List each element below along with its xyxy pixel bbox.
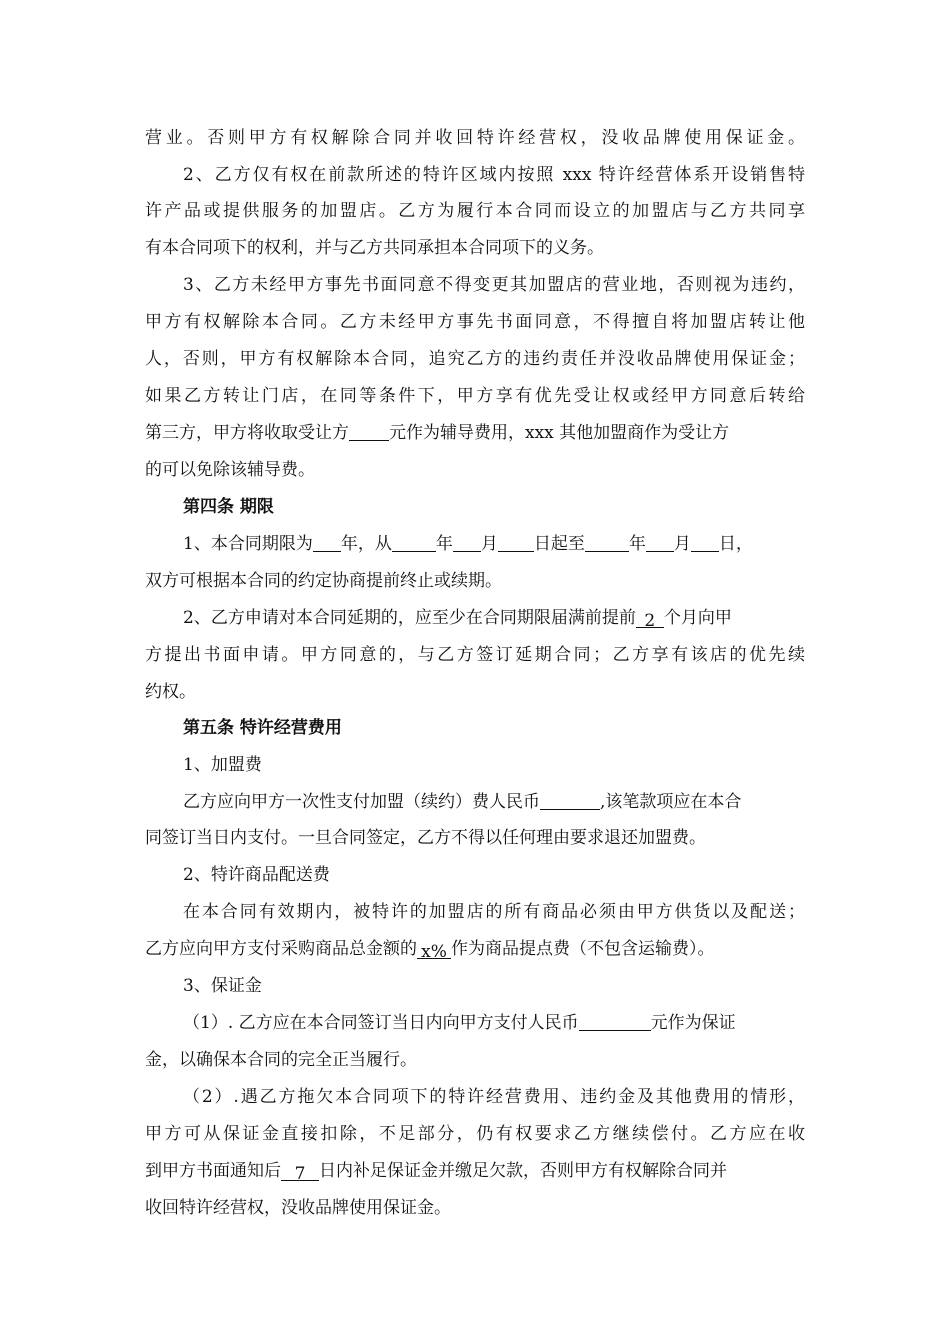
- fill-in-blank: [579, 1012, 651, 1031]
- clause-3-line-2: 甲方有权解除本合同。乙方未经甲方事先书面同意，不得擅自将加盟店转让他: [145, 312, 805, 332]
- filled-blank: 2: [636, 609, 664, 628]
- term-line-1: [183, 532, 753, 556]
- deposit-2-line-1: （2）.遇乙方拖欠本合同项下的特许经营费用、违约金及其他费用的情形，: [183, 1087, 805, 1107]
- deposit-1-line-1: [183, 1011, 736, 1035]
- deposit-2-line-3: [145, 1159, 727, 1183]
- text-segment: 到甲方书面通知后: [145, 1161, 281, 1181]
- clause-3-line-6: 的可以免除该辅导费。: [145, 460, 315, 480]
- clause-3-line-5: [145, 421, 729, 445]
- subheading-delivery-fee: 2、特许商品配送费: [183, 865, 330, 885]
- text-segment: 年: [435, 534, 453, 554]
- fill-in-blank: [646, 533, 674, 552]
- text-segment: 1、本合同期限为: [183, 534, 313, 554]
- article-4-heading: 第四条 期限: [183, 497, 274, 517]
- term-line-2: 双方可根据本合同的约定协商提前终止或续期。: [145, 571, 502, 591]
- text-segment: 日内补足保证金并缴足欠款，否则甲方有权解除合同并: [319, 1161, 727, 1181]
- clause-2-line-2: 许产品或提供服务的加盟店。乙方为履行本合同而设立的加盟店与乙方共同享: [145, 201, 805, 221]
- extension-line-2: 方提出书面申请。甲方同意的，与乙方签订延期合同；乙方享有该店的优先续: [145, 645, 805, 665]
- fill-in-blank: [540, 791, 600, 810]
- deposit-1-line-2: 金，以确保本合同的完全正当履行。: [145, 1050, 417, 1070]
- filled-blank: x%: [417, 940, 451, 959]
- delivery-line-1: 在本合同有效期内，被特许的加盟店的所有商品必须由甲方供货以及配送；: [183, 902, 805, 922]
- text-segment: 月: [673, 534, 691, 554]
- text-segment: （1）. 乙方应在本合同签订当日内向甲方支付人民币: [183, 1013, 579, 1033]
- fill-in-blank: [313, 533, 341, 552]
- text-segment: 年，从: [340, 534, 392, 554]
- text-segment: 日，: [718, 534, 753, 554]
- text-segment: ,该笔款项应在本合: [600, 792, 742, 812]
- text-segment: 乙方应向甲方一次性支付加盟（续约）费人民币: [183, 792, 540, 812]
- fill-in-blank: [691, 533, 719, 552]
- text-segment: 作为商品提点费（不包含运输费）。: [451, 939, 715, 959]
- fill-in-blank: [498, 533, 534, 552]
- fill-in-blank: [453, 533, 481, 552]
- text-segment: 年: [628, 534, 646, 554]
- text-segment: 日起至: [533, 534, 585, 554]
- text-segment: 元作为保证: [650, 1013, 736, 1033]
- fill-in-blank: [585, 533, 629, 552]
- paragraph-line: 营业。否则甲方有权解除合同并收回特许经营权，没收品牌使用保证金。: [145, 128, 805, 148]
- fee-line-1: [183, 790, 741, 814]
- text-segment: 2、乙方申请对本合同延期的，应至少在合同期限届满前提前: [183, 608, 636, 628]
- extension-line-3: 约权。: [145, 682, 196, 702]
- fill-in-blank: [392, 533, 436, 552]
- clause-3-line-1: 3、乙方未经甲方事先书面同意不得变更其加盟店的营业地，否则视为违约，: [183, 275, 805, 295]
- clause-3-line-4: 如果乙方转让门店，在同等条件下，甲方享有优先受让权或经甲方同意后转给: [145, 386, 805, 406]
- fill-in-blank: [349, 422, 389, 441]
- text-segment: 第三方，甲方将收取受让方: [145, 423, 349, 443]
- clause-2-line-3: 有本合同项下的权利，并与乙方共同承担本合同项下的义务。: [145, 238, 604, 258]
- deposit-2-line-4: 收回特许经营权，没收品牌使用保证金。: [145, 1198, 451, 1218]
- clause-3-line-3: 人，否则，甲方有权解除本合同，追究乙方的违约责任并没收品牌使用保证金；: [145, 349, 805, 369]
- clause-2-line-1: 2、乙方仅有权在前款所述的特许区域内按照 xxx 特许经营体系开设销售特: [183, 165, 805, 185]
- extension-line-1: [183, 606, 732, 630]
- article-5-heading: 第五条 特许经营费用: [183, 718, 342, 738]
- filled-blank: 7: [281, 1162, 319, 1181]
- fee-line-2: 同签订当日内支付。一旦合同签定，乙方不得以任何理由要求退还加盟费。: [145, 828, 706, 848]
- text-segment: 个月向甲: [663, 608, 732, 628]
- text-segment: 乙方应向甲方支付采购商品总金额的: [145, 939, 417, 959]
- text-segment: 元作为辅导费用，xxx 其他加盟商作为受让方: [389, 423, 730, 443]
- subheading-franchise-fee: 1、加盟费: [183, 755, 262, 775]
- deposit-2-line-2: 甲方可从保证金直接扣除，不足部分，仍有权要求乙方继续偿付。乙方应在收: [145, 1124, 805, 1144]
- text-segment: 月: [480, 534, 498, 554]
- delivery-line-2: [145, 937, 715, 961]
- subheading-deposit: 3、保证金: [183, 976, 262, 996]
